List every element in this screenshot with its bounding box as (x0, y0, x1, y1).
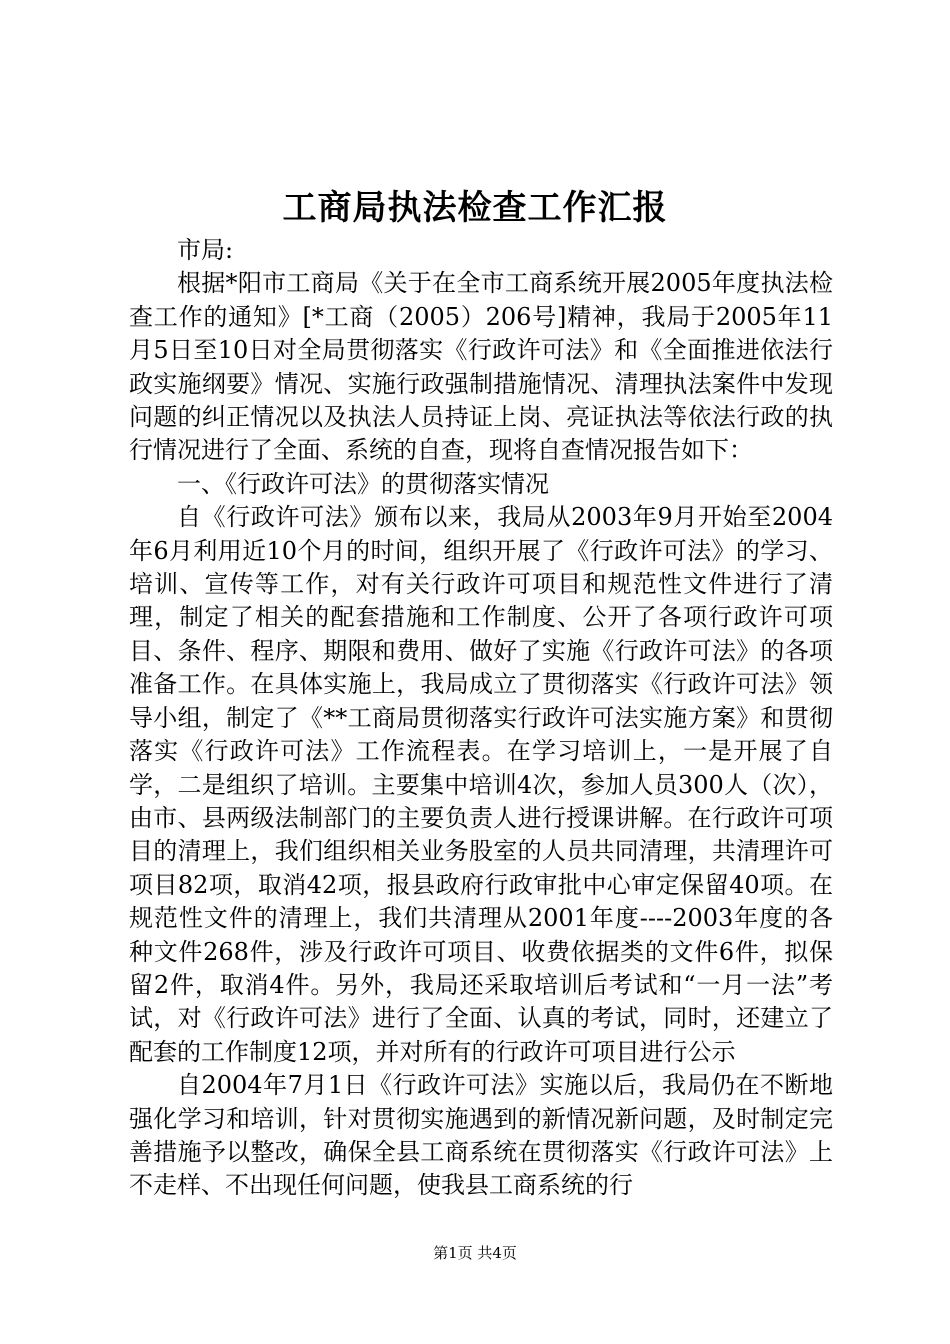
document-body (129, 234, 833, 1203)
page-footer: 第1页 共4页 (433, 1244, 517, 1262)
salutation: 市局: (177, 236, 234, 264)
document-title: 工商局执法检查工作汇报 (282, 188, 668, 228)
paragraph-implementation: 自《行政许可法》颁布以来，我局从2003年9月开始至2004年6月利用近10个月的时间，组织开展了《行政许可法》的学习、培训、宣传等工作，对有关行政许可项目和规范性文件进行了清理，制定了相关的配套措施和工作制度、公开了各项行政许可项目、条件、程序、期限和费用、做好了实施《行政许可法》的各项准备工作。在具体实施上，我局成立了贯彻落实《行政许可法》领导小组，制定了《**工商局贯彻落实行政许可法实施方案》和贯彻落实《行政许可法》工作流程表。在学习培训上，一是开展了自学，二是组织了培训。主要集中培训4次，参加人员300人（次），由市、县两级法制部门的主要负责人进行授课讲解。在行政许可项目的清理上，我们组织相关业务股室的人员共同清理，共清理许可项目82项，取消42项，报县政府行政审批中心审定保留40项。在规范性文件的清理上，我们共清理从2001年度----2003年度的各种文件268件，涉及行政许可项目、收费依据类的文件6件，拟保留2件，取消4件。另外，我局还采取培训后考试和“一月一法”考试，对《行政许可法》进行了全面、认真的考试，同时，还建立了配套的工作制度12项，并对所有的行政许可项目进行公示 (129, 503, 833, 1066)
section-heading: 一、《行政许可法》的贯彻落实情况 (177, 469, 549, 498)
paragraph-intro: 根据*阳市工商局《关于在全市工商系统开展2005年度执法检查工作的通知》[*工商（2005）206号]精神，我局于2005年11月5日至10日对全局贯彻落实《行政许可法》和《全面推进依法行政实施纲要》情况、实施行政强制措施情况、清理执法案件中发现问题的纠正情况以及执法人员持证上岗、亮证执法等依法行政的执行情况进行了全面、系统的自查，现将自查情况报告如下： (129, 269, 833, 465)
paragraph-continuation: 自2004年7月1日《行政许可法》实施以后，我局仍在不断地强化学习和培训，针对贯彻实施遇到的新情况新问题，及时制定完善措施予以整改，确保全县工商系统在贯彻落实《行政许可法》上不走样、不出现任何问题，使我县工商系统的行 (129, 1071, 833, 1200)
